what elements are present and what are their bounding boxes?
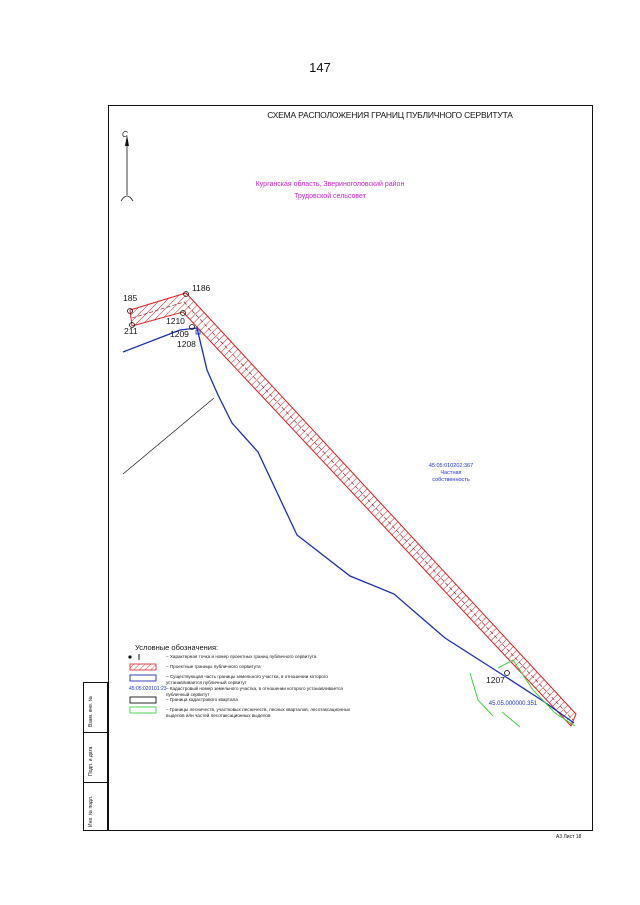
settlement-label: Трудовской сельсовет [294, 193, 366, 200]
legend-parcel-number: 45:05:020101:23 [129, 686, 167, 692]
point-label: 211 [124, 326, 138, 336]
point-label: 185 [123, 293, 138, 303]
region-label: Курганская область, Звериноголовский район [255, 181, 405, 188]
legend-item: – Кадастровый номер земельного участка, в отношении которого устанавливается публичный сервитут [166, 686, 343, 697]
legend-item: – Проектные границы публичного сервитута [166, 664, 261, 669]
north-arrow-icon [121, 135, 133, 201]
forest-label: 45.05.000000.351 [488, 701, 538, 707]
map-title: СХЕМА РАСПОЛОЖЕНИЯ ГРАНИЦ ПУБЛИЧНОГО СЕРВИТУТА [267, 110, 513, 120]
north-letter: С [122, 130, 128, 139]
stamp-cell: Взам. инв. № [88, 696, 94, 727]
point-label: 1209 [170, 329, 189, 339]
legend-item: – Граница кадастрового квартала [166, 697, 238, 702]
leader-line [123, 398, 214, 474]
legend-item: – Характерная точка и номер проектных границ публичного сервитута [166, 654, 317, 659]
point-label: 1208 [177, 339, 196, 349]
side-stamp [83, 682, 108, 831]
legend-item: – Границы лесничеств, участковых лесничеств, лесных кварталов, лесотаксационных выделов или частей лесотаксационных выделов [166, 707, 351, 718]
point-label: 1207 [486, 675, 505, 685]
stamp-cell: Инв. № подл. [88, 795, 94, 827]
legend-item: – Существующая часть границы земельного участка, в отношении которого устанавливается публичный сервитут [166, 674, 328, 685]
legend-symbols [128, 654, 156, 713]
servitude-area [130, 293, 576, 726]
legend-title: Условные обозначения: [135, 643, 219, 652]
point-label: 1210 [166, 316, 185, 326]
parcel-label: 45:05:010202:367 Частная собственность [428, 463, 474, 483]
sheet-format: А3 Лист 18 [556, 834, 582, 840]
forest-boundary-3 [502, 712, 520, 727]
page-number: 147 [309, 60, 331, 75]
point-label: 1186 [192, 283, 211, 293]
stamp-cell: Подп. и дата [88, 746, 94, 776]
